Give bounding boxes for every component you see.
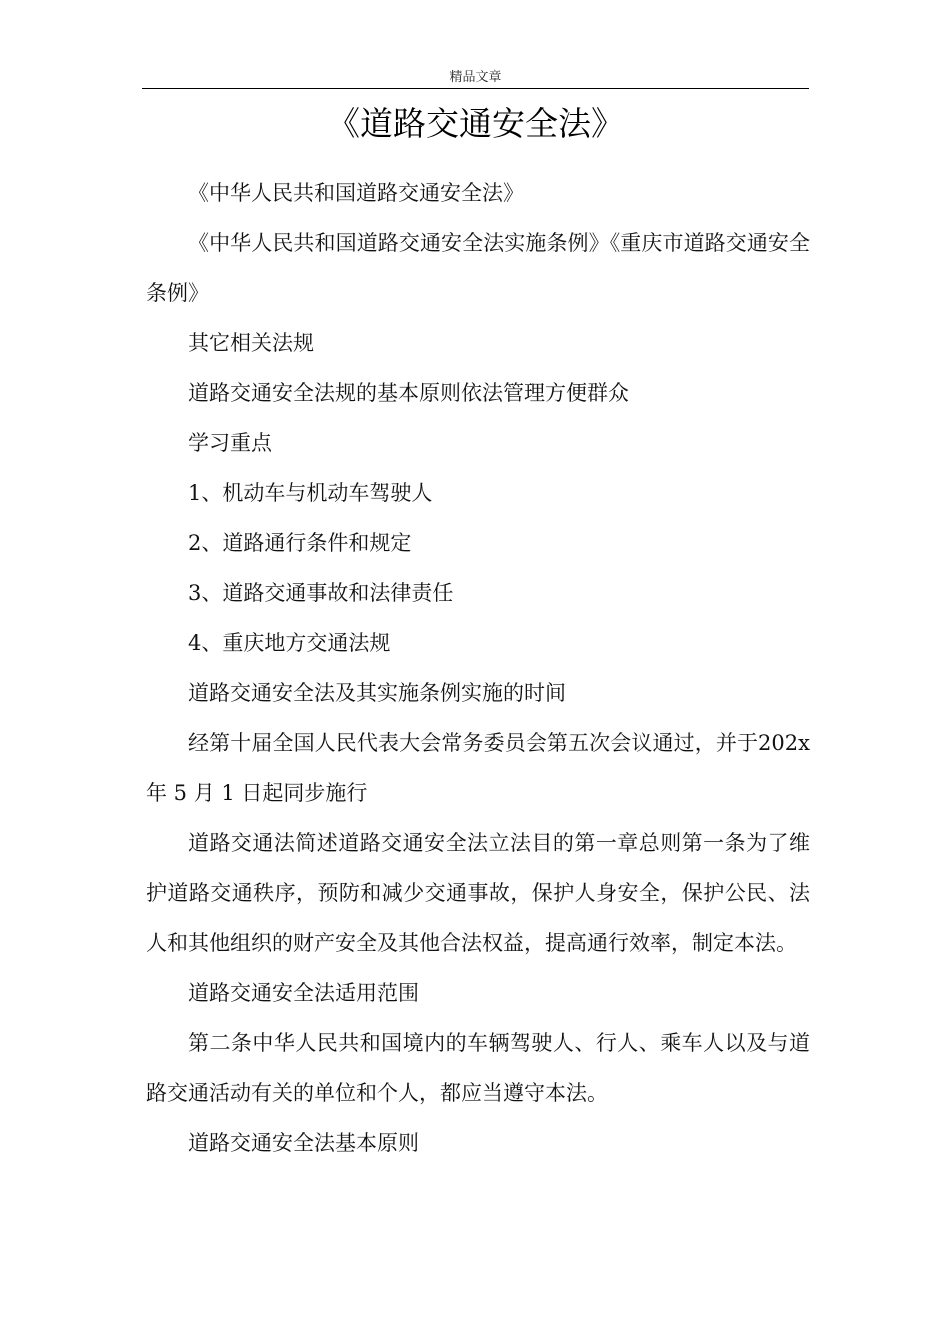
paragraph-study-focus: 学习重点 [188,431,272,455]
document-title: 《道路交通安全法》 [327,104,624,143]
paragraph-principles-heading: 道路交通安全法基本原则 [188,1131,419,1155]
header-divider [142,88,809,89]
list-item-3: 3、道路交通事故和法律责任 [188,581,454,605]
list-item-1: 1、机动车与机动车驾驶人 [188,481,433,505]
paragraph-other-regulations: 其它相关法规 [188,331,314,355]
document-body [146,168,810,1168]
paragraph-law-name: 《中华人民共和国道路交通安全法》 [188,181,524,205]
paragraph-article-one: 道路交通法简述道路交通安全法立法目的第一章总则第一条为了维护道路交通秩序，预防和减少交通事故，保护人身安全，保护公民、法人和其他组织的财产安全及其他合法权益，提高通行效率，制定本法。 [146,831,810,955]
list-item-4: 4、重庆地方交通法规 [188,631,391,655]
paragraph-related-regulations: 《中华人民共和国道路交通安全法实施条例》《重庆市道路交通安全条例》 [146,231,810,305]
paragraph-scope-heading: 道路交通安全法适用范围 [188,981,419,1005]
page-header: 精品文章 [449,70,502,85]
paragraph-basic-principles: 道路交通安全法规的基本原则依法管理方便群众 [188,381,629,405]
list-item-2: 2、道路通行条件和规定 [188,531,412,555]
paragraph-article-two: 第二条中华人民共和国境内的车辆驾驶人、行人、乘车人以及与道路交通活动有关的单位和个人，都应当遵守本法。 [146,1031,810,1105]
paragraph-effective-time: 经第十届全国人民代表大会常务委员会第五次会议通过，并于202x 年 5 月 1 日起同步施行 [146,731,810,805]
paragraph-effective-time-heading: 道路交通安全法及其实施条例实施的时间 [188,681,566,705]
